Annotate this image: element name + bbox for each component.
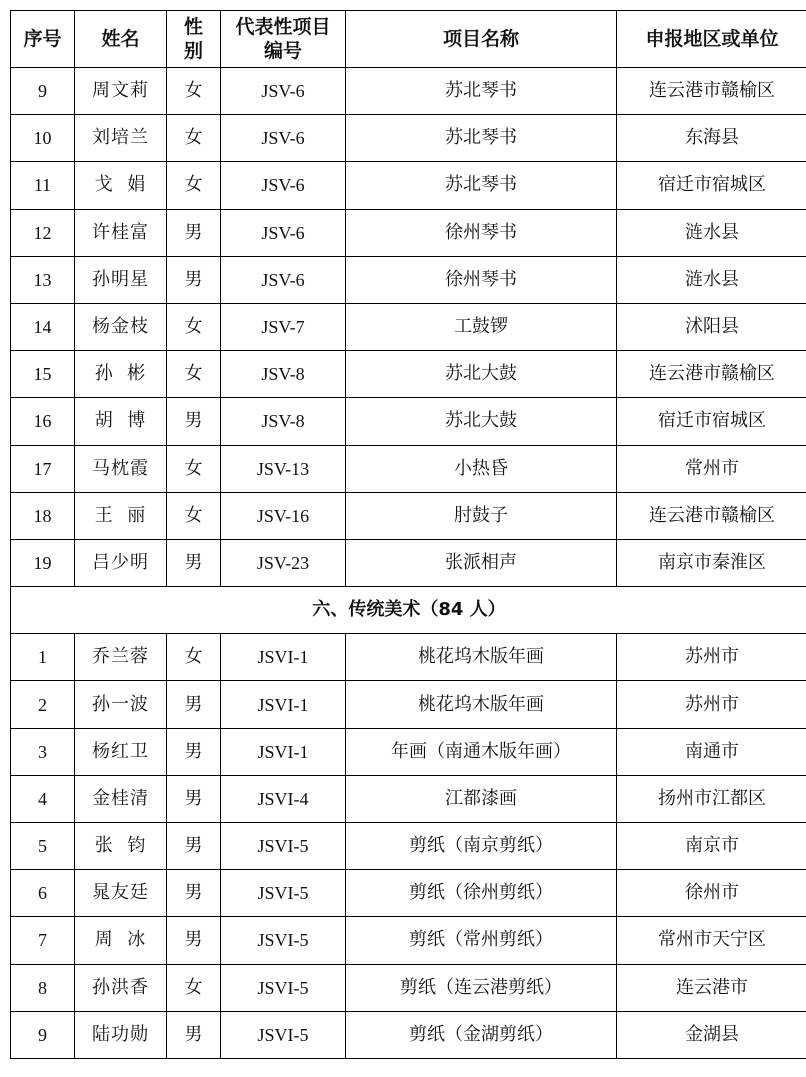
cell-seq: 9 [11, 1011, 75, 1058]
cell-name: 戈 娟 [75, 162, 167, 209]
table-row [11, 398, 806, 445]
cell-gender: 男 [167, 256, 221, 303]
section-title: 六、传统美术（84 人） [11, 587, 806, 634]
cell-project: 剪纸（金湖剪纸） [346, 1011, 617, 1058]
table-row [11, 917, 806, 964]
cell-gender: 女 [167, 303, 221, 350]
cell-project: 徐州琴书 [346, 256, 617, 303]
cell-project: 肘鼓子 [346, 492, 617, 539]
cell-name: 孙一波 [75, 681, 167, 728]
cell-project: 剪纸（徐州剪纸） [346, 870, 617, 917]
cell-gender: 女 [167, 162, 221, 209]
table-row [11, 775, 806, 822]
cell-seq: 2 [11, 681, 75, 728]
cell-seq: 13 [11, 256, 75, 303]
cell-project: 剪纸（连云港剪纸） [346, 964, 617, 1011]
cell-seq: 8 [11, 964, 75, 1011]
cell-code: JSV-6 [221, 256, 346, 303]
cell-code: JSVI-5 [221, 823, 346, 870]
cell-name: 许桂富 [75, 209, 167, 256]
cell-region: 连云港市 [617, 964, 806, 1011]
cell-code: JSVI-5 [221, 964, 346, 1011]
cell-gender: 男 [167, 539, 221, 586]
cell-gender: 女 [167, 492, 221, 539]
cell-gender: 男 [167, 728, 221, 775]
cell-code: JSVI-1 [221, 634, 346, 681]
cell-region: 金湖县 [617, 1011, 806, 1058]
cell-region: 南通市 [617, 728, 806, 775]
cell-name: 胡 博 [75, 398, 167, 445]
cell-seq: 10 [11, 115, 75, 162]
cell-name: 马枕霞 [75, 445, 167, 492]
cell-region: 扬州市江都区 [617, 775, 806, 822]
cell-project: 徐州琴书 [346, 209, 617, 256]
cell-gender: 男 [167, 870, 221, 917]
cell-gender: 女 [167, 68, 221, 115]
cell-region: 苏州市 [617, 634, 806, 681]
table-row [11, 256, 806, 303]
cell-project: 剪纸（南京剪纸） [346, 823, 617, 870]
table-row [11, 539, 806, 586]
cell-name: 刘培兰 [75, 115, 167, 162]
cell-region: 常州市天宁区 [617, 917, 806, 964]
cell-region: 常州市 [617, 445, 806, 492]
cell-code: JSV-8 [221, 398, 346, 445]
cell-name: 孙 彬 [75, 351, 167, 398]
cell-gender: 男 [167, 823, 221, 870]
cell-seq: 17 [11, 445, 75, 492]
cell-gender: 男 [167, 775, 221, 822]
cell-region: 涟水县 [617, 256, 806, 303]
cell-code: JSV-6 [221, 162, 346, 209]
cell-project: 桃花坞木版年画 [346, 681, 617, 728]
cell-region: 徐州市 [617, 870, 806, 917]
cell-gender: 男 [167, 681, 221, 728]
cell-name: 周文莉 [75, 68, 167, 115]
cell-region: 南京市秦淮区 [617, 539, 806, 586]
cell-region: 沭阳县 [617, 303, 806, 350]
cell-code: JSV-6 [221, 115, 346, 162]
cell-project: 苏北大鼓 [346, 351, 617, 398]
cell-code: JSV-16 [221, 492, 346, 539]
cell-seq: 12 [11, 209, 75, 256]
table-row [11, 445, 806, 492]
cell-region: 东海县 [617, 115, 806, 162]
header-row [11, 11, 806, 68]
cell-name: 杨金枝 [75, 303, 167, 350]
cell-name: 晁友廷 [75, 870, 167, 917]
header-code [221, 11, 346, 68]
cell-seq: 5 [11, 823, 75, 870]
table-row [11, 68, 806, 115]
cell-seq: 18 [11, 492, 75, 539]
cell-project: 苏北琴书 [346, 68, 617, 115]
cell-seq: 1 [11, 634, 75, 681]
cell-gender: 男 [167, 398, 221, 445]
cell-seq: 16 [11, 398, 75, 445]
table-row [11, 964, 806, 1011]
cell-region: 涟水县 [617, 209, 806, 256]
cell-name: 金桂清 [75, 775, 167, 822]
cell-name: 吕少明 [75, 539, 167, 586]
cell-name: 杨红卫 [75, 728, 167, 775]
cell-seq: 6 [11, 870, 75, 917]
cell-name: 孙洪香 [75, 964, 167, 1011]
cell-code: JSVI-1 [221, 728, 346, 775]
table-row [11, 162, 806, 209]
cell-code: JSV-6 [221, 68, 346, 115]
cell-project: 苏北琴书 [346, 115, 617, 162]
section-row [11, 587, 806, 634]
cell-code: JSVI-5 [221, 1011, 346, 1058]
cell-project: 小热昏 [346, 445, 617, 492]
cell-project: 桃花坞木版年画 [346, 634, 617, 681]
cell-project: 苏北大鼓 [346, 398, 617, 445]
cell-region: 连云港市赣榆区 [617, 492, 806, 539]
cell-seq: 7 [11, 917, 75, 964]
header-gender [167, 11, 221, 68]
table-row [11, 351, 806, 398]
cell-seq: 15 [11, 351, 75, 398]
header-code-text: 代表性项目编号 [235, 16, 331, 62]
cell-project: 工鼓锣 [346, 303, 617, 350]
cell-gender: 男 [167, 209, 221, 256]
header-region: 申报地区或单位 [617, 11, 806, 68]
cell-code: JSV-23 [221, 539, 346, 586]
cell-project: 苏北琴书 [346, 162, 617, 209]
cell-seq: 9 [11, 68, 75, 115]
table-row [11, 209, 806, 256]
cell-gender: 女 [167, 445, 221, 492]
cell-code: JSV-8 [221, 351, 346, 398]
table-row [11, 115, 806, 162]
cell-name: 周 冰 [75, 917, 167, 964]
cell-seq: 19 [11, 539, 75, 586]
cell-name: 陆功勋 [75, 1011, 167, 1058]
table-row [11, 634, 806, 681]
cell-project: 江都漆画 [346, 775, 617, 822]
cell-code: JSV-6 [221, 209, 346, 256]
cell-region: 宿迁市宿城区 [617, 398, 806, 445]
cell-gender: 女 [167, 115, 221, 162]
table-row [11, 870, 806, 917]
cell-project: 年画（南通木版年画） [346, 728, 617, 775]
cell-seq: 3 [11, 728, 75, 775]
cell-name: 乔兰蓉 [75, 634, 167, 681]
cell-region: 连云港市赣榆区 [617, 68, 806, 115]
cell-code: JSVI-5 [221, 917, 346, 964]
header-name: 姓名 [75, 11, 167, 68]
header-seq: 序号 [11, 11, 75, 68]
table-row [11, 681, 806, 728]
cell-region: 苏州市 [617, 681, 806, 728]
cell-name: 王 丽 [75, 492, 167, 539]
table-row [11, 823, 806, 870]
cell-code: JSVI-4 [221, 775, 346, 822]
cell-region: 宿迁市宿城区 [617, 162, 806, 209]
cell-gender: 女 [167, 351, 221, 398]
header-gender-text: 性别 [183, 16, 203, 62]
cell-name: 孙明星 [75, 256, 167, 303]
cell-region: 南京市 [617, 823, 806, 870]
table-body [11, 68, 806, 1059]
cell-gender: 男 [167, 1011, 221, 1058]
cell-seq: 4 [11, 775, 75, 822]
cell-project: 张派相声 [346, 539, 617, 586]
cell-code: JSV-13 [221, 445, 346, 492]
inheritor-table [10, 10, 806, 1059]
header-project: 项目名称 [346, 11, 617, 68]
table-row [11, 1011, 806, 1058]
cell-seq: 11 [11, 162, 75, 209]
cell-region: 连云港市赣榆区 [617, 351, 806, 398]
cell-project: 剪纸（常州剪纸） [346, 917, 617, 964]
table-row [11, 303, 806, 350]
cell-code: JSV-7 [221, 303, 346, 350]
cell-gender: 女 [167, 964, 221, 1011]
cell-gender: 女 [167, 634, 221, 681]
cell-name: 张 钧 [75, 823, 167, 870]
cell-seq: 14 [11, 303, 75, 350]
cell-code: JSVI-5 [221, 870, 346, 917]
cell-gender: 男 [167, 917, 221, 964]
cell-code: JSVI-1 [221, 681, 346, 728]
table-row [11, 728, 806, 775]
table-row [11, 492, 806, 539]
